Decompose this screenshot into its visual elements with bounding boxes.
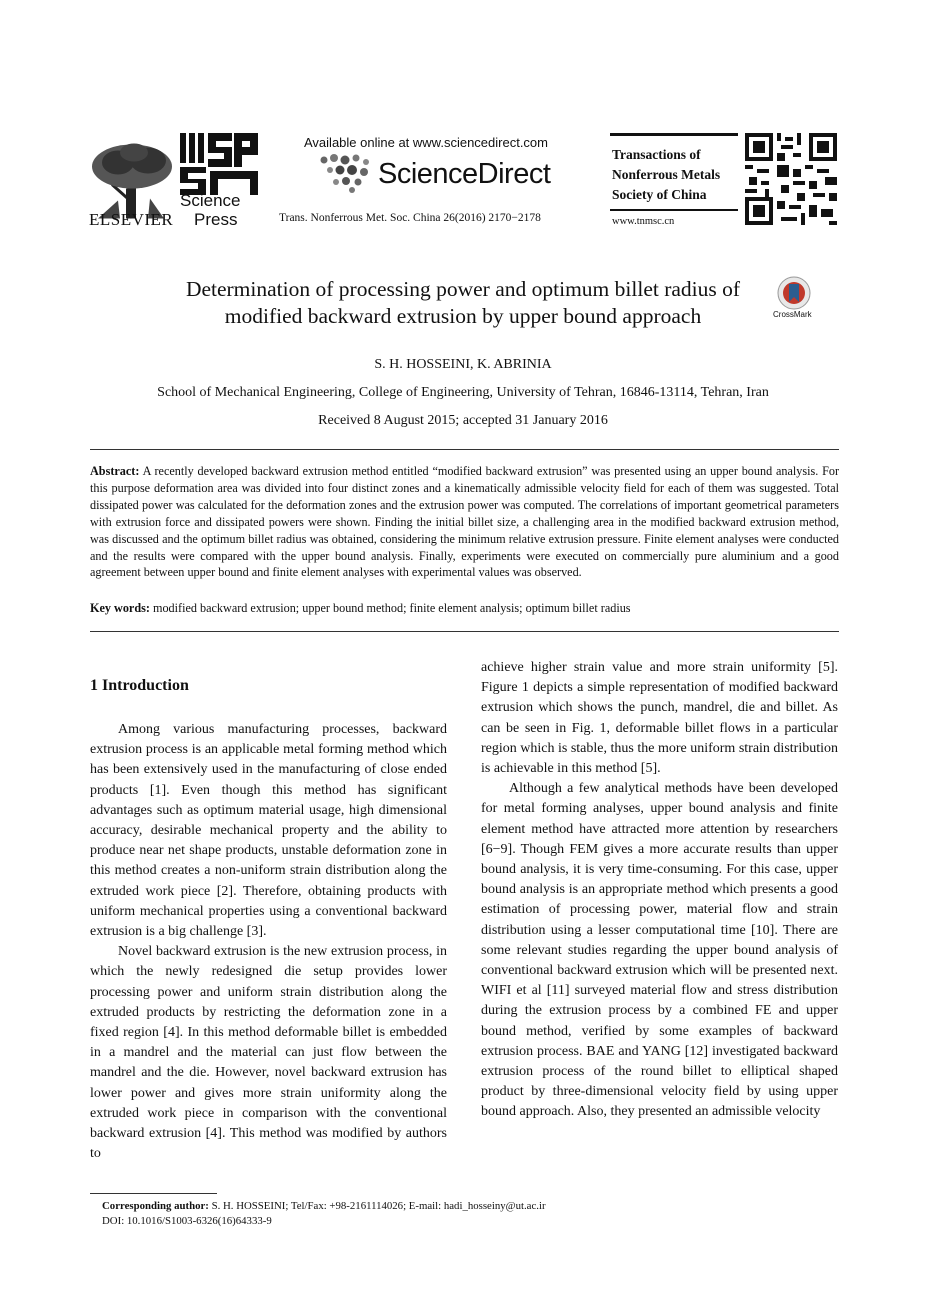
journal-box-top-rule bbox=[610, 133, 738, 136]
corresponding-author bbox=[102, 1200, 546, 1212]
paragraph: Novel backward extrusion is the new extrusion process, in which the newly redesigned die setup provides lower processing power and uniform strain distribution along the extruded products by restricting the deformation zone in a fixed region [4]. In this method deformable billet is embedded in a mandrel and the material can just flow between the mandrel and the die. However, novel backward extrusion has lower power and gives more strain uniformity along the extruded work piece in comparison with the conventional backward extrusion [4]. This method was modified by authors to bbox=[90, 944, 447, 1162]
journal-title bbox=[612, 145, 742, 205]
corresponding-author-label: Corresponding author: bbox=[102, 1200, 209, 1212]
corresponding-author-text: S. H. HOSSEINI; Tel/Fax: +98-2161114026; E-mail: hadi_hosseiny@ut.ac.ir bbox=[211, 1200, 546, 1212]
keywords-text: modified backward extrusion; upper bound method; finite element analysis; optimum billet radius bbox=[152, 601, 631, 615]
footnote-rule bbox=[90, 1193, 217, 1194]
qr-code-icon bbox=[745, 133, 837, 225]
elsevier-wordmark: ELSEVIER bbox=[89, 210, 174, 229]
keywords-label: Key words: bbox=[90, 601, 150, 615]
right-column bbox=[481, 658, 838, 1123]
sciencedirect-dots-logo bbox=[318, 152, 376, 194]
sciencedirect-available-text: Available online at www.sciencedirect.com bbox=[304, 135, 548, 150]
sciencedirect-wordmark: ScienceDirect bbox=[378, 158, 551, 190]
section-heading-introduction: 1 Introduction bbox=[90, 677, 189, 694]
affiliation: School of Mechanical Engineering, College of Engineering, University of Tehran, 16846-13114, Tehran, Iran bbox=[157, 385, 769, 400]
paragraph: Among various manufacturing processes, backward extrusion process is an applicable metal forming method which has been extensively used in the manufacturing of close ended products [1]. Even though this method has significant advantages such as optimum material usage, high dimensional accuracy, desirable mechanical property and the ability to produce near net shape products, unstable deformation zone in this method creates a non-uniform strain distribution along the extruded work piece [2]. Therefore, obtaining products with uniform mechanical properties using a conventional backward extrusion is a big challenge [3]. bbox=[90, 722, 447, 940]
abstract-text: A recently developed backward extrusion method entitled “modified backward extrusion” was presented using an upper bound analysis. For this purpose deformation area was divided into four distinct zones and a kinematically admissible velocity field for each of them was suggested. Total dissipated power was calculated for the deformation zones and the extrusion power was computed. The correlations of important geometrical parameters with extrusion force and dissipated powers were shown. Finding the initial billet size, a challenging area in the modified backward extrusion method, was discussed and the optimum billet radius was obtained, considering the minimum relative extrusion pressure. Finite element analyses were conducted and the results were compared with the upper bound analysis. Finally, experiments were executed on commercially pure aluminium and a good agreement between upper bound and finite element analyses with experimental values was observed. bbox=[90, 464, 840, 580]
paragraph: Although a few analytical methods have been developed for metal forming analyses, upper bound analysis and finite element method have attracted more attention by researchers [6−9]. Though FEM gives a more accurate results than upper bound analysis, it is very time-consuming. For this case, upper bound analysis is an appropriate method which presents a good estimation of processing power, material flow and strain distribution using a lesser computational time [10]. There are some relevant studies regarding the upper bound analysis of conventional backward extrusion which will be presented next. WIFI et al [11] surveyed material flow and stress distribution during the extrusion process by a combined FE and upper bound method, verified by some examples of backward extrusion process. BAE and YANG [12] investigated backward extrusion process of the round billet to elliptical shaped product by three-dimensional velocity field by using upper bound approach. Also, they presented an admissible velocity bbox=[481, 781, 838, 1120]
journal-citation: Trans. Nonferrous Met. Soc. China 26(2016) 2170−2178 bbox=[279, 212, 541, 224]
journal-title-line3: Society of China bbox=[612, 187, 707, 202]
science-press-science: Science bbox=[180, 191, 241, 210]
article-title bbox=[90, 276, 836, 330]
journal-url: www.tnmsc.cn bbox=[612, 216, 675, 227]
keywords bbox=[90, 600, 839, 617]
crossmark-label: CrossMark bbox=[773, 310, 812, 319]
science-press-logo bbox=[180, 133, 260, 195]
science-press-press: Press bbox=[194, 210, 238, 229]
abstract-top-rule bbox=[90, 449, 839, 450]
article-title-line1: Determination of processing power and optimum billet radius of bbox=[185, 277, 741, 301]
abstract-bottom-rule bbox=[90, 631, 839, 632]
paragraph: achieve higher strain value and more strain uniformity [5]. Figure 1 depicts a simple representation of modified backward extrusion which shows the punch, mandrel, die and billet. As can be seen in Fig. 1, deformable billet flows in a particular region which is stable, thus the more uniform strain distribution is achievable in this method [5]. bbox=[481, 660, 838, 777]
abstract-label: Abstract: bbox=[90, 464, 140, 478]
journal-box-bottom-rule bbox=[610, 209, 738, 211]
journal-title-line1: Transactions of bbox=[612, 147, 701, 162]
article-title-line2: modified backward extrusion by upper bound approach bbox=[224, 304, 702, 328]
doi: DOI: 10.1016/S1003-6326(16)64333-9 bbox=[102, 1215, 272, 1227]
left-column bbox=[90, 720, 447, 1164]
journal-title-line2: Nonferrous Metals bbox=[612, 167, 721, 182]
authors: S. H. HOSSEINI, K. ABRINIA bbox=[374, 357, 552, 372]
abstract bbox=[90, 463, 839, 581]
received-dates: Received 8 August 2015; accepted 31 January 2016 bbox=[318, 413, 608, 428]
crossmark-icon[interactable] bbox=[777, 276, 811, 310]
